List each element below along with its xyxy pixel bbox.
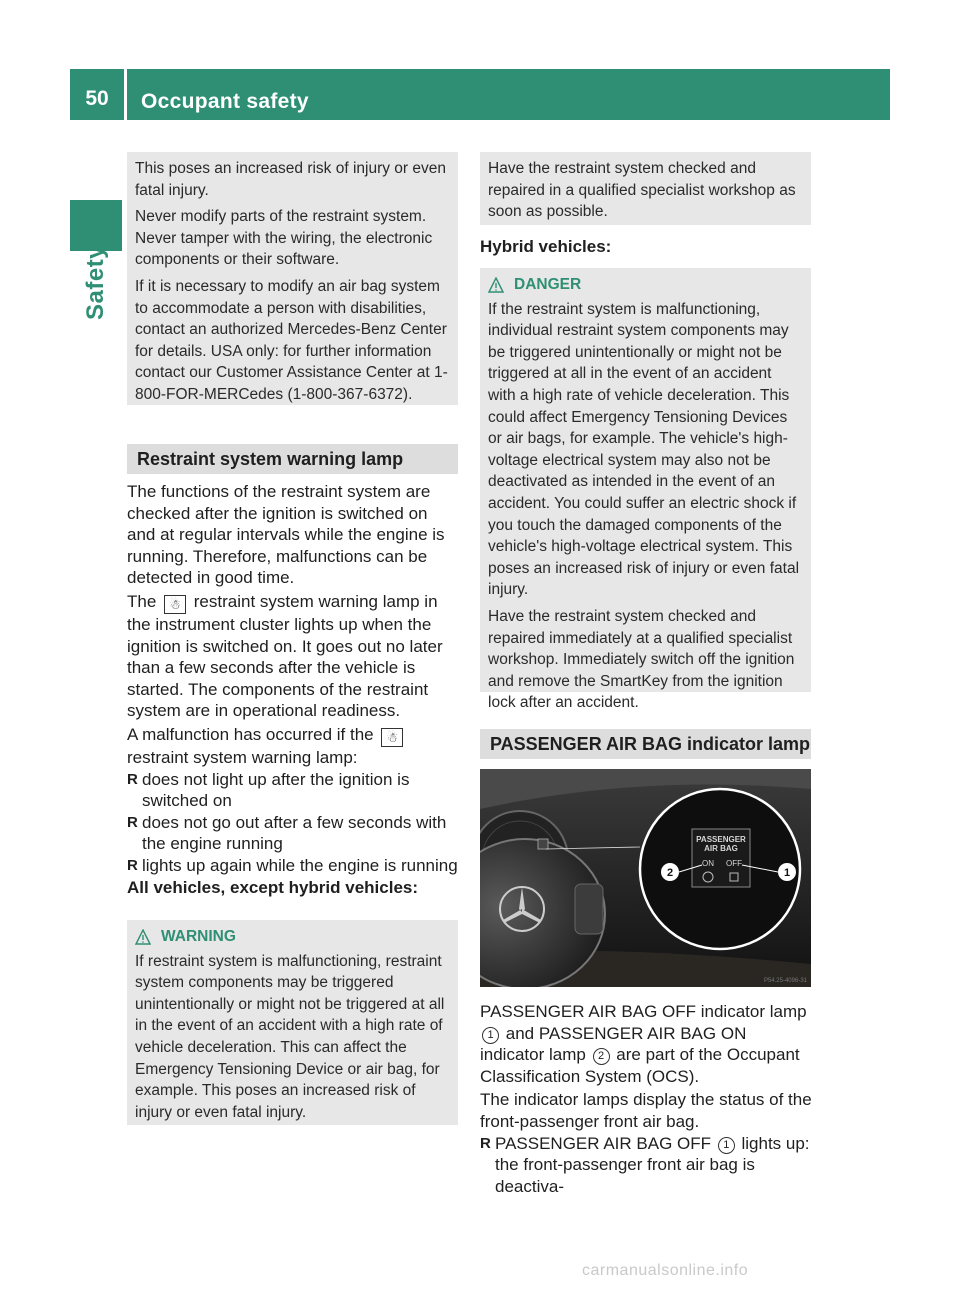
warning-text: If restraint system is malfunctioning, restraint system components may be triggered unintentionally or might not be triggered at all in the event of an accident with a high rate of vehicle deceleration. This can affect the Emergency Tensioning Device or air bag, for example. This poses an increased risk of injury or even fatal injury.	[135, 952, 445, 1121]
dashboard-figure	[480, 769, 811, 987]
page-number: 50	[85, 87, 109, 110]
list-item: R lights up again while the engine is running	[127, 855, 458, 875]
left-body-text	[127, 481, 460, 898]
section-heading: PASSENGER AIR BAG indicator lamp	[480, 729, 811, 759]
indicator-on-label: ON	[702, 859, 714, 868]
page-title: Occupant safety	[141, 90, 309, 113]
warning-box	[127, 920, 458, 1125]
warning-paragraph: Never modify parts of the restraint system. Never tamper with the wiring, the electronic components or their software.	[135, 208, 433, 269]
indicator-label-2: AIR BAG	[704, 844, 738, 853]
danger-text: If the restraint system is malfunctioning, individual restraint system components may be triggered unintentionally or might not be triggered at all in the event of an accident with a high rate of vehicle deceleration. This could affect Emergency Tensioning Devices or air bags, for example. The vehicle's high-voltage electrical system may also not be deactivated as intended in the event of an accident. You could suffer an electric shock if you touch the damaged components of the vehicle's high-voltage electrical system. This poses an increased risk of injury or even fatal injury.	[488, 300, 800, 599]
paragraph: PASSENGER AIR BAG OFF indicator lamp 1 and PASSENGER AIR BAG ON indicator lamp 2 are part of the Occupant Classification System (OCS).	[480, 1002, 807, 1086]
paragraph: A malfunction has occurred if the ☃ restraint system warning lamp:	[127, 724, 460, 769]
section-tab	[70, 200, 122, 251]
indicator-label-1: PASSENGER	[696, 835, 746, 844]
danger-text: Have the restraint system checked and repaired immediately at a qualified specialist workshop. Immediately switch off the ignition and remove the SmartKey from the ignition lock after an accident.	[488, 607, 795, 712]
section-label: Safety	[82, 244, 109, 320]
indicator-off-label: OFF	[726, 859, 742, 868]
warning-title: WARNING	[135, 926, 450, 948]
danger-title: DANGER	[488, 274, 803, 296]
warning-paragraph: This poses an increased risk of injury or even fatal injury.	[135, 160, 447, 199]
warning-triangle-icon	[488, 277, 504, 293]
continued-warning-box	[127, 152, 458, 405]
header-divider	[124, 69, 127, 120]
list-item: R does not light up after the ignition is switched on	[127, 769, 410, 811]
bullet-mark: R	[127, 770, 138, 788]
small-lamp	[538, 839, 548, 849]
restraint-lamp-icon: ☃	[164, 595, 186, 614]
watermark: carmanualsonline.info	[582, 1262, 749, 1279]
paragraph: The functions of the restraint system are checked after the ignition is switched on and at regular intervals while the engine is running. Therefore, malfunctions can be detected in good time.	[127, 482, 445, 588]
list-item: R PASSENGER AIR BAG OFF 1 lights up: the front-passenger front air bag is deactiva-	[480, 1133, 810, 1196]
bullet-mark: R	[127, 856, 138, 874]
bullet-mark: R	[480, 1134, 491, 1152]
note-box	[480, 152, 811, 225]
callout-ref-1: 1	[482, 1027, 499, 1044]
note-text: Have the restraint system checked and repaired in a qualified specialist workshop as soon as possible.	[488, 160, 796, 221]
restraint-lamp-icon: ☃	[381, 728, 403, 747]
callout-ref-2: 2	[593, 1048, 610, 1065]
subheading: All vehicles, except hybrid vehicles:	[127, 877, 419, 897]
callout-ref-1: 1	[718, 1137, 735, 1154]
section-heading: Restraint system warning lamp	[127, 444, 458, 474]
list-item: R does not go out after a few seconds with the engine running	[127, 812, 447, 854]
callout-2-number: 2	[666, 867, 674, 879]
warning-paragraph: If it is necessary to modify an air bag system to accommodate a person with disabilities, contact an authorized Mercedes-Benz Center for details. USA only: for further information contact our Customer Assistance Center at 1-800-FOR-MERCedes (1-800-367-6372).	[135, 277, 448, 403]
right-body-text	[480, 1001, 813, 1197]
figure-code: P54.25-4096-31	[763, 978, 807, 984]
warning-triangle-icon	[135, 929, 151, 945]
subheading: Hybrid vehicles:	[480, 237, 612, 256]
paragraph: The ☃ restraint system warning lamp in the instrument cluster lights up when the ignition is switched on. It goes out no later than a few seconds after the vehicle is started. The components of the restraint system are in operational readiness.	[127, 591, 443, 721]
paragraph: The indicator lamps display the status of the front-passenger front air bag.	[480, 1090, 812, 1131]
danger-box	[480, 268, 811, 712]
wheel-controls	[575, 884, 603, 934]
dashboard-illustration	[480, 769, 811, 987]
callout-1-number: 1	[783, 867, 791, 879]
bullet-mark: R	[127, 813, 138, 831]
